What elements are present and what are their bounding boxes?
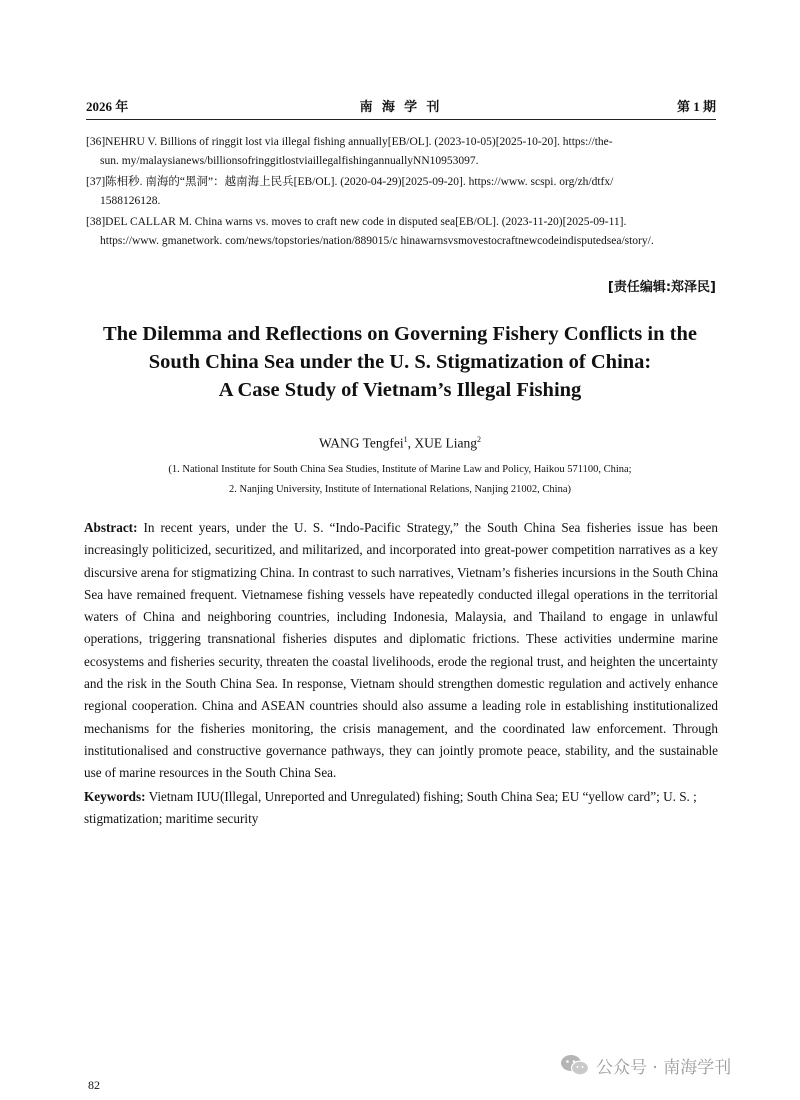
header-divider [86,119,716,120]
reference-text: [38]DEL CALLAR M. China warns vs. moves to craft new code in disputed sea[EB/OL]. (2023-11-20)[2025-09-11]. [86,216,627,228]
abstract-text: In recent years, under the U. S. “Indo-Pacific Strategy,” the South China Sea fisheries issue has been increasingly politicized, securitized, and militarized, and incorporated into great-power competition narratives as a key discursive arena for stigmatizing China. In contrast to such narratives, Vietnam’s fisheries incursions in the South China Sea have remained frequent. Vietnamese fishing vessels have repeatedly conducted illegal operations in the territorial waters of China and neighboring countries, including Indonesia, Malaysia, and Thailand to engage in unlawful operations, triggering transnational fisheries disputes and diplomatic frictions. These activities undermine marine ecosystems and fisheries security, threaten the coastal livelihoods, erode the regional trust, and heighten the uncertainty and the risk in the South China Sea. In response, Vietnam should strengthen domestic regulation and actively enhance regional cooperation. China and ASEAN countries should also assume a leading role in establishing institutionalized mechanisms for the fisheries monitoring, the crisis management, and the coordinated law enforcement. Through institutionalised and constructive governance pathways, they can jointly promote peace, stability, and the sustainable use of marine resources in the South China Sea. [84,520,718,781]
watermark [560,1052,731,1078]
author-name: WANG Tengfei [318,435,404,451]
author-list [0,435,800,452]
author-name: XUE Liang [414,435,478,451]
reference-item [86,213,718,251]
affiliation-line: (1. National Institute for South China Sea Studies, Institute of Marine Law and Policy, Haikou 571100, China; [168,464,632,475]
title-line: A Case Study of Vietnam’s Illegal Fishing [218,379,582,401]
abstract-label: Abstract: [84,520,138,535]
reference-link[interactable]: 1588126128. [100,195,161,207]
reference-text: [36]NEHRU V. Billions of ringgit lost via illegal fishing annually[EB/OL]. (2023-10-05)[2025-10-20]. https://the- [86,136,613,148]
reference-text: [37]陈相秒. 南海的“黑洞”：越南海上民兵[EB/OL]. (2020-04-29)[2025-09-20]. https://www. scspi. org/zh/dtfx/ [86,176,614,188]
keywords-text: Vietnam IUU(Illegal, Unreported and Unregulated) fishing; South China Sea; EU “yellow card”; U. S. ; stigmatization; maritime security [84,789,697,827]
running-header [86,96,716,118]
title-line: The Dilemma and Reflections on Governing Fishery Conflicts in the [103,323,697,345]
responsible-editor: [责任编辑:郑泽民] [607,280,716,295]
article-title [60,320,740,404]
author-separator: , [407,435,415,451]
keywords-label: Keywords: [84,789,146,804]
reference-list [86,133,718,253]
affiliation-line: 2. Nanjing University, Institute of International Relations, Nanjing 21002, China) [229,484,571,495]
reference-item [86,173,718,211]
page-number: 82 [88,1078,100,1092]
author-affiliation-mark: 2 [477,435,482,444]
header-journal-name: 南 海 学 刊 [359,99,443,114]
header-year: 2026 年 [86,99,129,114]
watermark-text: 公众号 · 南海学刊 [596,1057,732,1078]
title-line: South China Sea under the U. S. Stigmatization of China: [148,351,652,373]
reference-link[interactable]: sun. my/malaysianews/billionsofringgitlostviaillegalfishingannuallyNN10953097. [100,155,479,167]
keywords [84,786,718,831]
affiliations [0,460,800,500]
wechat-icon [560,1054,590,1076]
reference-link[interactable]: https://www. gmanetwork. com/news/topstories/nation/889015/c hinawarnsvsmovestocraftnewcodeindisputedsea/story/. [100,235,654,247]
author-affiliation-mark: 1 [403,435,408,444]
reference-item [86,133,718,171]
abstract [84,517,718,785]
header-issue: 第 1 期 [676,99,716,114]
